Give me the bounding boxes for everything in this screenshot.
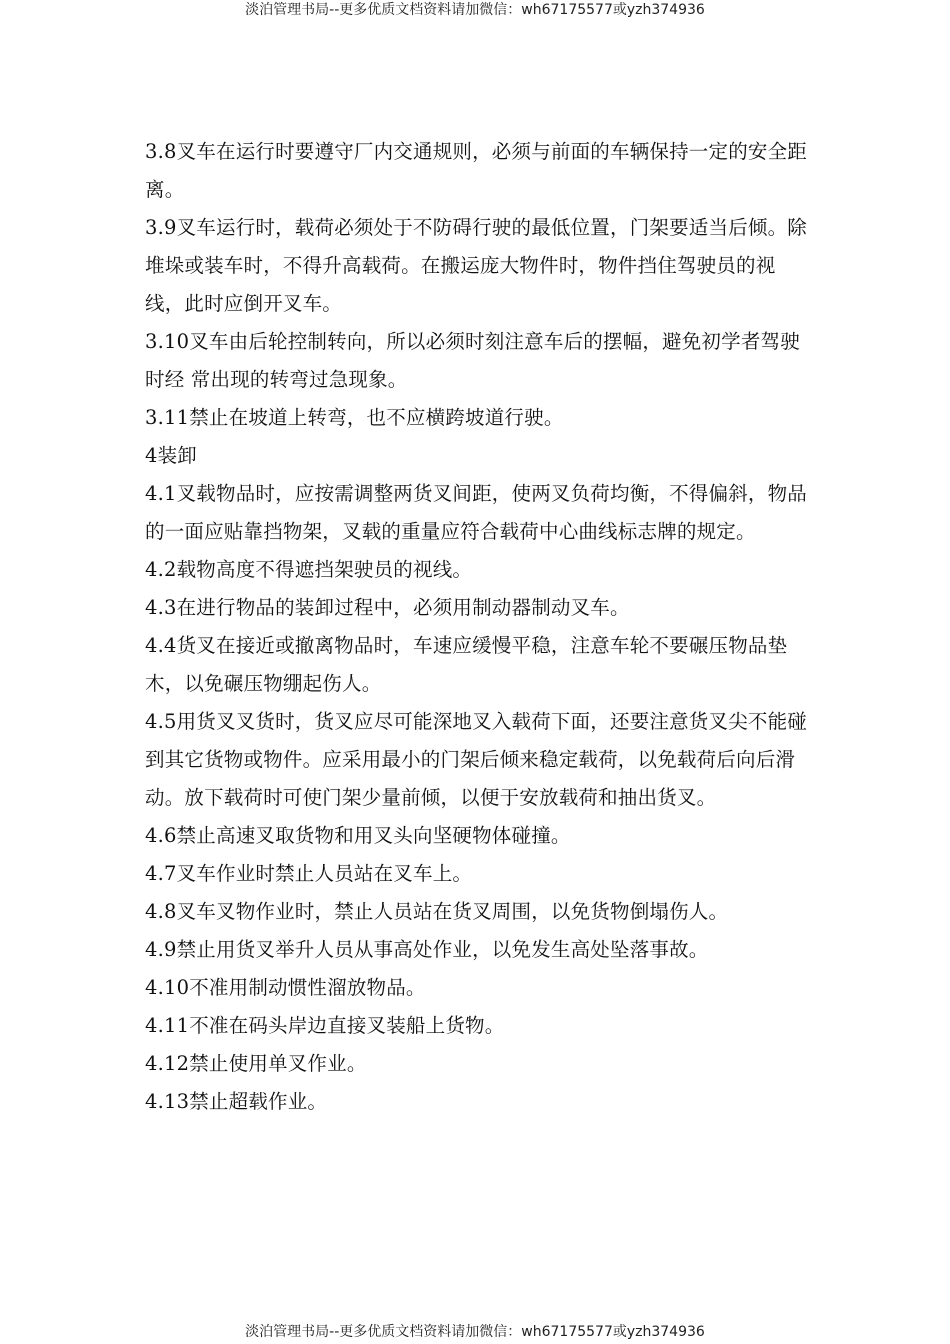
paragraph-3-11: 3.11禁止在坡道上转弯，也不应横跨坡道行驶。 [145, 406, 564, 429]
paragraph-3-10: 3.10叉车由后轮控制转向，所以必须时刻注意车后的摆幅，避免初学者驾驶时经 常出现的转弯过急现象。 [145, 330, 800, 391]
footer-banner: 淡泊管理书局--更多优质文档资料请加微信：wh67175577或yzh374936 [245, 1324, 705, 1340]
header-banner: 淡泊管理书局--更多优质文档资料请加微信：wh67175577或yzh374936 [245, 2, 705, 18]
paragraph-4-10: 4.10不准用制动惯性溜放物品。 [145, 976, 426, 999]
paragraph-4-2: 4.2载物高度不得遮挡架驶员的视线。 [145, 558, 473, 581]
paragraph-4-12: 4.12禁止使用单叉作业。 [145, 1052, 367, 1075]
paragraph-4-7: 4.7叉车作业时禁止人员站在叉车上。 [145, 862, 473, 885]
document-body [145, 133, 810, 1121]
paragraph-3-9: 3.9叉车运行时，载荷必须处于不防碍行驶的最低位置，门架要适当后倾。除堆垛或装车时，不得升高载荷。在搬运庞大物件时，物件挡住驾驶员的视线，此时应倒开叉车。 [145, 216, 808, 315]
section-heading-4: 4装卸 [145, 444, 198, 467]
paragraph-4-13: 4.13禁止超载作业。 [145, 1090, 328, 1113]
paragraph-4-6: 4.6禁止高速叉取货物和用叉头向坚硬物体碰撞。 [145, 824, 571, 847]
paragraph-4-9: 4.9禁止用货叉举升人员从事高处作业，以免发生高处坠落事故。 [145, 938, 709, 961]
paragraph-4-1: 4.1叉载物品时，应按需调整两货叉间距，使两叉负荷均衡，不得偏斜，物品的一面应贴靠挡物架，叉载的重量应符合载荷中心曲线标志牌的规定。 [145, 482, 808, 543]
paragraph-4-8: 4.8叉车叉物作业时，禁止人员站在货叉周围，以免货物倒塌伤人。 [145, 900, 729, 923]
paragraph-4-5: 4.5用货叉叉货时，货叉应尽可能深地叉入载荷下面，还要注意货叉尖不能碰到其它货物或物件。应采用最小的门架后倾来稳定载荷，以免载荷后向后滑动。放下载荷时可使门架少量前倾，以便于安放载荷和抽出货叉。 [145, 710, 808, 809]
paragraph-4-11: 4.11不准在码头岸边直接叉装船上货物。 [145, 1014, 505, 1037]
paragraph-4-3: 4.3在进行物品的装卸过程中，必须用制动器制动叉车。 [145, 596, 630, 619]
paragraph-3-8: 3.8叉车在运行时要遵守厂内交通规则，必须与前面的车辆保持一定的安全距离。 [145, 140, 808, 201]
paragraph-4-4: 4.4货叉在接近或撤离物品时，车速应缓慢平稳，注意车轮不要碾压物品垫木，以免碾压物绷起伤人。 [145, 634, 788, 695]
